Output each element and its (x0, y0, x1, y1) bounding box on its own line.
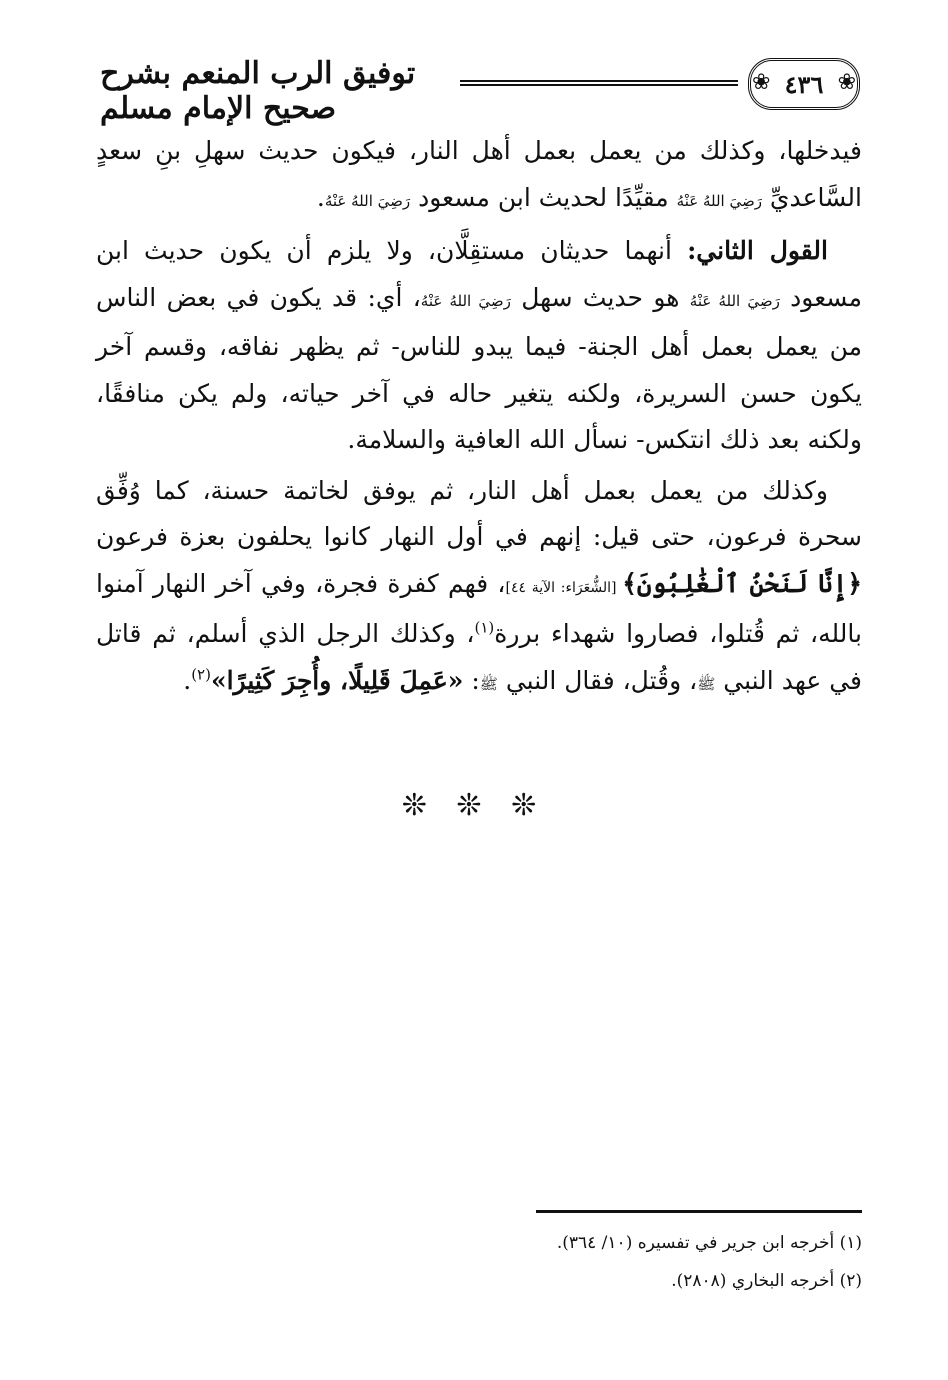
footnote-1: (١) أخرجه ابن جرير في تفسيره (١٠/ ٣٦٤). (556, 1233, 862, 1253)
honorific: رَضِيَ اللهُ عَنْهُ (420, 291, 511, 310)
page-number-frame (748, 58, 860, 110)
salutation: ﷺ (479, 674, 498, 693)
text: ، أي: قد يكون في بعض الناس من يعمل بعمل أهل الجنة- فيما يبدو للناس- ثم يظهر نفاقه، وقسم آخر يكون حسن السريرة، ولكنه يتغير حاله في آخر حياته، ولم يكن منافقًا، ولكنه بعد ذلك انتكس- نسأل الله العافية والسلامة. (96, 282, 862, 454)
text: أنهما حديثان مستقِلَّان، ولا يلزم أن يكون حديث ابن مسعود (96, 236, 862, 312)
main-text (96, 128, 862, 707)
salutation: ﷺ (697, 674, 716, 693)
text: : (463, 665, 480, 695)
section-separator: ❊ ❊ ❊ (401, 788, 547, 823)
quran-verse: ﴿إِنَّا لَنَحْنُ ٱلْغَٰلِبُونَ﴾ (622, 568, 862, 598)
text: فيدخلها، وكذلك من يعمل بعمل أهل النار، فيكون حديث سهلِ بنِ سعدٍ السَّاعديِّ (96, 136, 862, 212)
paragraph-2 (96, 228, 862, 464)
footnote-marker-1[interactable]: (١) (474, 618, 495, 637)
ornament-right-icon: ❀ (837, 70, 856, 95)
honorific: رَضِيَ اللهُ عَنْهُ (676, 191, 762, 210)
hadith-quote: «عَمِلَ قَلِيلًا، وأُجِرَ كَثِيرًا» (210, 665, 464, 695)
book-title: توفيق الرب المنعم بشرح صحيح الإمام مسلم (100, 56, 416, 126)
ornament-left-icon: ❀ (752, 70, 771, 95)
footnote-2: (٢) أخرجه البخاري (٢٨٠٨). (671, 1271, 862, 1291)
text: مقيِّدًا لحديث ابن مسعود (410, 182, 677, 212)
header-rule (460, 80, 738, 86)
honorific: رَضِيَ اللهُ عَنْهُ (689, 291, 780, 310)
text: . (183, 665, 192, 695)
page-number: ٤٣٦ (784, 69, 824, 99)
text: ، وقُتل، فقال النبي (497, 665, 698, 695)
text: ، فهم كفرة فجرة، وفي آخر النهار آمنوا بالله، ثم قُتلوا، فصاروا شهداء بررة (96, 568, 862, 648)
page-header (100, 52, 860, 126)
paragraph-1 (96, 128, 862, 224)
footnote-rule (536, 1210, 862, 1213)
footnotes (496, 1224, 862, 1300)
paragraph-3 (96, 468, 862, 708)
quran-reference: [الشُّعَرَاء: الآية ٤٤] (505, 579, 623, 596)
honorific: رَضِيَ اللهُ عَنْهُ (324, 191, 411, 210)
text: . (316, 182, 325, 212)
text: وكذلك من يعمل بعمل أهل النار، ثم يوفق لخاتمة حسنة، كما وُفِّق سحرة فرعون، حتى قيل: إنهم في أول النهار كانوا يحلفون بعزة فرعون (96, 475, 862, 551)
second-opinion-label: القول الثاني: (687, 236, 828, 265)
footnote-marker-2[interactable]: (٢) (191, 665, 211, 684)
text: ، وكذلك الرجل الذي أسلم، ثم قاتل في عهد النبي (96, 619, 862, 695)
text: هو حديث سهل (510, 282, 690, 312)
